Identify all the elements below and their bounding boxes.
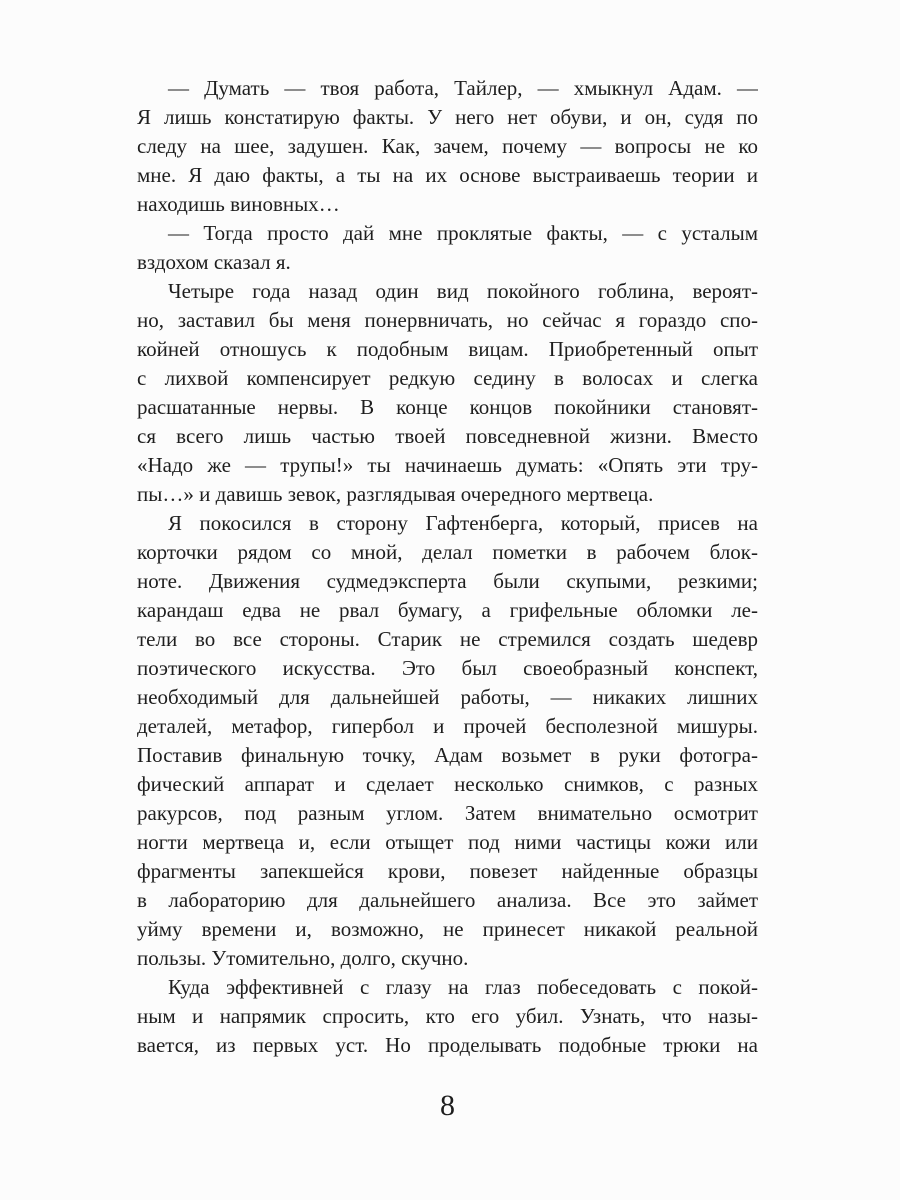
paragraph [137, 74, 758, 219]
paragraph [137, 973, 758, 1060]
text-line: мне. Я даю факты, а ты на их основе выстраиваешь теории и [137, 163, 758, 187]
text-line: ноте. Движения судмедэксперта были скупыми, резкими; [137, 569, 758, 593]
text-line: фрагменты запекшейся крови, повезет найденные образцы [137, 859, 758, 883]
text-line: ным и напрямик спросить, кто его убил. Узнать, что назы- [137, 1004, 758, 1028]
text-line: Я покосился в сторону Гафтенберга, который, присев на [168, 511, 758, 535]
text-line: деталей, метафор, гипербол и прочей бесполезной мишуры. [137, 714, 758, 738]
text-line: — Думать — твоя работа, Тайлер, — хмыкнул Адам. — [168, 76, 758, 100]
text-line: пы…» и давишь зевок, разглядывая очередного мертвеца. [137, 482, 654, 506]
page-number: 8 [440, 1089, 455, 1122]
text-line: «Надо же — трупы!» ты начинаешь думать: «Опять эти тру- [137, 453, 758, 477]
text-line: Куда эффективней с глазу на глаз побеседовать с покой- [168, 975, 758, 999]
text-line: пользы. Утомительно, долго, скучно. [137, 946, 469, 970]
text-line: находишь виновных… [137, 192, 340, 216]
text-line: ракурсов, под разным углом. Затем внимательно осмотрит [137, 801, 758, 825]
text-line: вздохом сказал я. [137, 250, 291, 274]
text-line: тели во все стороны. Старик не стремился создать шедевр [137, 627, 758, 651]
text-line: расшатанные нервы. В конце концов покойники становят- [137, 395, 758, 419]
paragraph [137, 509, 758, 973]
paragraph [137, 277, 758, 509]
text-block [137, 74, 758, 1060]
text-line: необходимый для дальнейшей работы, — никаких лишних [137, 685, 758, 709]
text-line: койней отношусь к подобным вицам. Приобретенный опыт [137, 337, 758, 361]
text-line: Я лишь констатирую факты. У него нет обуви, и он, судя по [137, 105, 758, 129]
text-line: поэтического искусства. Это был своеобразный конспект, [137, 656, 758, 680]
text-line: карандаш едва не рвал бумагу, а грифельные обломки ле- [137, 598, 758, 622]
text-line: следу на шее, задушен. Как, зачем, почему — вопросы не ко [137, 134, 758, 158]
text-line: ногти мертвеца и, если отыщет под ними частицы кожи или [137, 830, 758, 854]
text-line: Поставив финальную точку, Адам возьмет в руки фотогра- [137, 743, 758, 767]
text-line: но, заставил бы меня понервничать, но сейчас я гораздо спо- [137, 308, 758, 332]
text-line: уйму времени и, возможно, не принесет никакой реальной [137, 917, 758, 941]
text-line: корточки рядом со мной, делал пометки в рабочем блок- [137, 540, 758, 564]
text-line: в лабораторию для дальнейшего анализа. Все это займет [137, 888, 758, 912]
text-line: Четыре года назад один вид покойного гоблина, вероят- [168, 279, 758, 303]
text-line: с лихвой компенсирует редкую седину в волосах и слегка [137, 366, 758, 390]
text-line: ся всего лишь частью твоей повседневной жизни. Вместо [137, 424, 758, 448]
text-line: вается, из первых уст. Но проделывать подобные трюки на [137, 1033, 758, 1057]
text-line: фический аппарат и сделает несколько снимков, с разных [137, 772, 758, 796]
text-line: — Тогда просто дай мне проклятые факты, — с усталым [168, 221, 758, 245]
paragraph [137, 219, 758, 277]
